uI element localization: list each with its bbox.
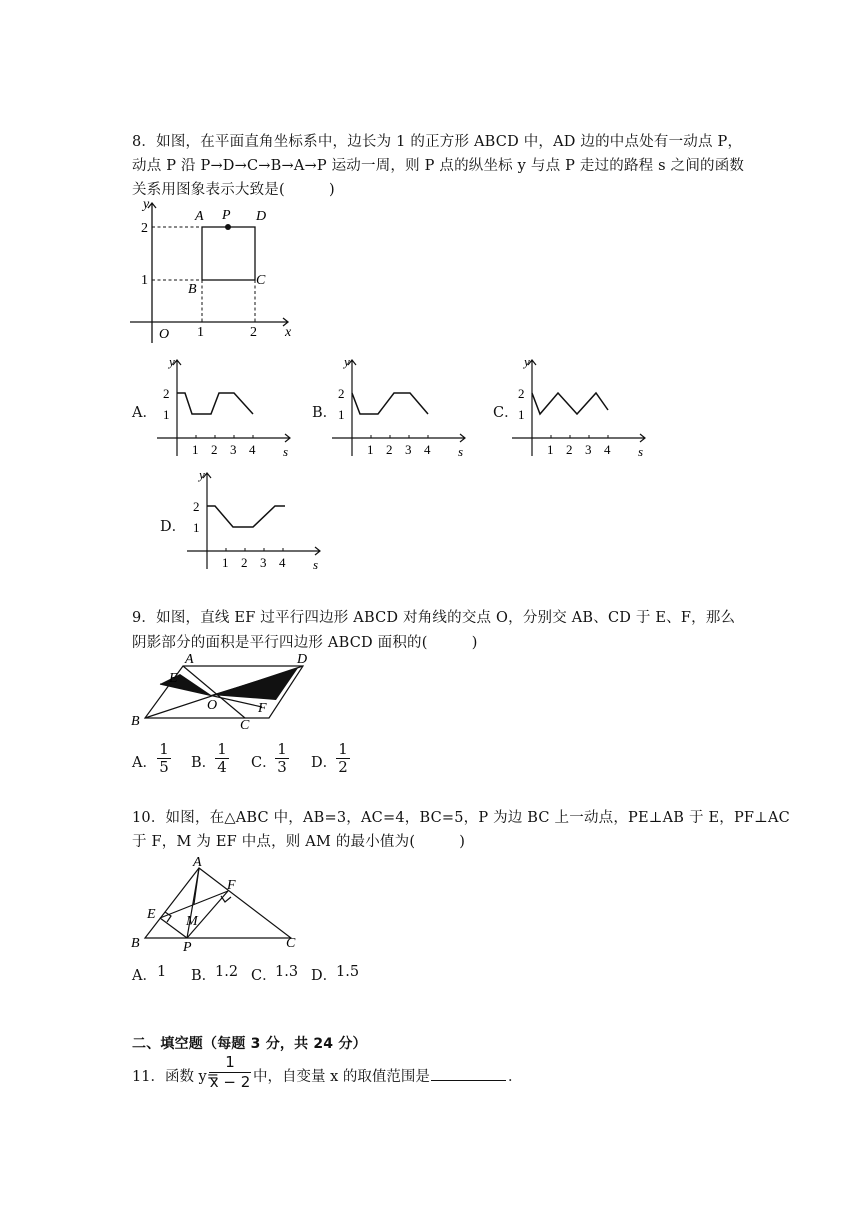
q10-option-c-value: 1.3 xyxy=(275,964,299,980)
q8-option-xtick: 3 xyxy=(585,442,592,457)
q9-option-b-label: B． xyxy=(191,755,217,771)
q8-option-xtick: 3 xyxy=(230,442,237,457)
q8-line-3: 关系用图象表示大致是( ) xyxy=(132,182,335,198)
q11-prefix: 11．函数 y= xyxy=(132,1069,219,1085)
q8-option-y-label: y xyxy=(199,467,205,482)
q8-option-xtick: 1 xyxy=(222,555,229,570)
q11-fraction xyxy=(209,1053,251,1092)
q11-numerator: 1 xyxy=(209,1053,251,1073)
q9-line-2: 阴影部分的面积是平行四边形 ABCD 面积的( ) xyxy=(132,635,478,651)
q9-option-c-label: C． xyxy=(251,755,277,771)
q8-option-d-label: D． xyxy=(160,519,187,535)
q9-option-b-fraction: $\frac{1}{4}$ xyxy=(215,741,229,776)
q8-x-label: x xyxy=(285,325,292,340)
q8-option-xtick: 3 xyxy=(405,442,412,457)
q9-point-d: D xyxy=(297,652,308,667)
q9-option-c-fraction: $\frac{1}{3}$ xyxy=(275,741,289,776)
q9-point-o: O xyxy=(207,698,218,713)
q9-shaded-left xyxy=(160,674,211,695)
q10-triangle-figure xyxy=(125,852,310,954)
q8-point-d: D xyxy=(256,209,267,224)
q10-option-b-value: 1.2 xyxy=(215,964,239,980)
q8-option-b-label: B． xyxy=(312,405,338,421)
q9-parallelogram-figure xyxy=(125,648,315,733)
q9-point-a: A xyxy=(185,652,194,667)
q8-option-ytick-2: 2 xyxy=(193,499,200,514)
q10-option-c-label: C． xyxy=(251,968,277,984)
q8-option-xtick: 4 xyxy=(249,442,256,457)
q8-point-p: P xyxy=(222,208,231,223)
q8-option-a-label: A． xyxy=(132,405,157,421)
q9-point-c: C xyxy=(240,718,250,733)
q8-option-xtick: 4 xyxy=(424,442,431,457)
q8-option-ytick-1: 1 xyxy=(338,407,345,422)
q9-line-1: 9．如图，直线 EF 过平行四边形 ABCD 对角线的交点 O，分别交 AB、CD 于 E、F，那么 xyxy=(132,610,736,626)
q8-option-ytick-2: 2 xyxy=(163,386,170,401)
q8-line-1: 8．如图，在平面直角坐标系中，边长为 1 的正方形 ABCD 中，AD 边的中点处有一动点 P， xyxy=(132,134,743,150)
q8-point-c: C xyxy=(256,273,266,288)
q8-option-y-label: y xyxy=(344,354,350,369)
q11-end: ． xyxy=(508,1069,523,1085)
q8-option-xtick: 2 xyxy=(386,442,393,457)
q10-point-c: C xyxy=(286,936,296,951)
q8-option-xtick: 3 xyxy=(260,555,267,570)
q8-option-s-label: s xyxy=(283,444,289,459)
q8-option-ytick-2: 2 xyxy=(338,386,345,401)
q8-option-xtick: 2 xyxy=(211,442,218,457)
q8-xtick-2: 2 xyxy=(250,325,257,340)
q10-point-f: F xyxy=(227,878,236,893)
q8-option-xtick: 1 xyxy=(367,442,374,457)
q10-option-d-label: D． xyxy=(311,968,338,984)
q8-option-xtick: 2 xyxy=(566,442,573,457)
q8-option-xtick: 1 xyxy=(192,442,199,457)
q8-option-s-label: s xyxy=(313,557,319,572)
q8-option-b-graph xyxy=(330,352,470,462)
q10-option-b-label: B． xyxy=(191,968,217,984)
q8-option-xtick: 1 xyxy=(547,442,554,457)
q8-option-ytick-1: 1 xyxy=(518,407,525,422)
q8-coordinate-figure xyxy=(125,195,300,350)
q8-y-label: y xyxy=(143,197,150,212)
q9-option-a-fraction: $\frac{1}{5}$ xyxy=(157,741,171,776)
q8-option-d-curve xyxy=(207,506,285,527)
q8-option-ytick-1: 1 xyxy=(163,407,170,422)
q11-answer-blank[interactable] xyxy=(431,1080,506,1081)
q8-xtick-1: 1 xyxy=(197,325,204,340)
q8-option-ytick-2: 2 xyxy=(518,386,525,401)
q8-ytick-1: 1 xyxy=(141,273,148,288)
q9-option-d-label: D． xyxy=(311,755,338,771)
q10-point-a: A xyxy=(193,855,202,870)
q10-option-a-label: A． xyxy=(132,968,157,984)
q11-suffix: 中，自变量 x 的取值范围是 xyxy=(253,1069,430,1085)
q10-line-2: 于 F，M 为 EF 中点，则 AM 的最小值为( ) xyxy=(132,834,466,850)
q10-line-1: 10．如图，在△ABC 中，AB=3，AC=4，BC=5，P 为边 BC 上一动点，PE⊥AB 于 E，PF⊥AC xyxy=(132,810,790,826)
q11-denominator: x − 2 xyxy=(209,1073,251,1091)
q8-option-ytick-1: 1 xyxy=(193,520,200,535)
q9-shaded-right xyxy=(211,668,298,700)
q8-line-2: 动点 P 沿 P→D→C→B→A→P 运动一周，则 P 点的纵坐标 y 与点 P 走过的路程 s 之间的函数 xyxy=(132,158,745,174)
q9-point-e: E xyxy=(169,671,178,686)
q8-option-a-graph xyxy=(155,352,295,462)
q8-option-b-curve xyxy=(352,393,428,414)
q9-option-d-fraction: $\frac{1}{2}$ xyxy=(336,741,350,776)
q8-point-b: B xyxy=(188,282,197,297)
q10-point-p: P xyxy=(183,940,192,954)
q8-option-s-label: s xyxy=(638,444,644,459)
q8-option-s-label: s xyxy=(458,444,464,459)
q8-option-c-graph xyxy=(510,352,650,462)
section-2-heading: 二、填空题（每题 3 分，共 24 分） xyxy=(132,1036,367,1052)
q10-point-b: B xyxy=(131,936,140,951)
q8-point-a: A xyxy=(195,209,204,224)
q9-point-b: B xyxy=(131,714,140,729)
q8-option-xtick: 4 xyxy=(604,442,611,457)
q8-option-d-graph xyxy=(185,465,325,575)
q8-option-c-label: C． xyxy=(493,405,519,421)
q10-point-m: M xyxy=(186,914,198,929)
q10-option-a-value: 1 xyxy=(157,964,167,980)
q8-origin-label: O xyxy=(159,327,170,342)
q8-option-a-curve xyxy=(177,393,253,414)
q8-option-y-label: y xyxy=(524,354,530,369)
q9-option-a-label: A． xyxy=(132,755,157,771)
q8-option-c-curve xyxy=(532,393,608,414)
q8-option-y-label: y xyxy=(169,354,175,369)
q8-option-xtick: 4 xyxy=(279,555,286,570)
q8-option-xtick: 2 xyxy=(241,555,248,570)
q10-option-d-value: 1.5 xyxy=(336,964,360,980)
q8-ytick-2: 2 xyxy=(141,221,148,236)
q9-point-f: F xyxy=(258,701,267,716)
q10-point-e: E xyxy=(147,907,156,922)
